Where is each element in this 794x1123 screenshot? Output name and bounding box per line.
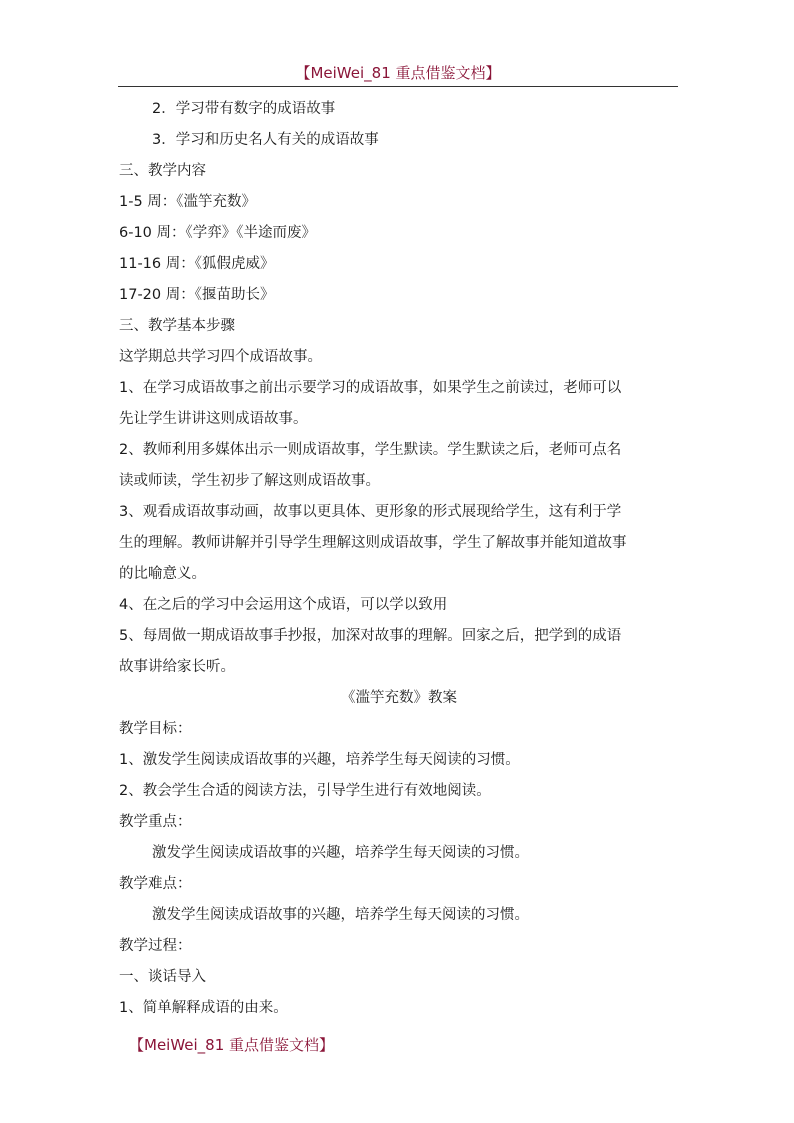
text-line: 2、教会学生合适的阅读方法，引导学生进行有效地阅读。 [119, 783, 491, 799]
text-line: 6-10 周：《学弈》《半途而废》 [119, 225, 317, 241]
text-line: 读或师读，学生初步了解这则成语故事。 [119, 473, 380, 489]
text-line: 教学重点： [119, 814, 192, 830]
text-line: 1、激发学生阅读成语故事的兴趣，培养学生每天阅读的习惯。 [119, 752, 520, 768]
text-line: 《滥竽充数》教案 [341, 690, 457, 706]
text-line: 先让学生讲讲这则成语故事。 [119, 411, 308, 427]
page-footer: 【MeiWei_81 重点借鉴文档】 [129, 1036, 335, 1054]
text-line: 三、教学基本步骤 [119, 318, 235, 334]
text-line: 教学难点： [119, 876, 192, 892]
text-line: 1-5 周：《滥竽充数》 [119, 194, 257, 210]
text-line: 生的理解。教师讲解并引导学生理解这则成语故事，学生了解故事并能知道故事 [119, 535, 627, 551]
header-rule [118, 86, 678, 87]
text-line: 激发学生阅读成语故事的兴趣，培养学生每天阅读的习惯。 [152, 845, 529, 861]
text-line: 的比喻意义。 [119, 566, 206, 582]
text-line: 1、在学习成语故事之前出示要学习的成语故事，如果学生之前读过，老师可以 [119, 380, 622, 396]
text-line: 17-20 周：《揠苗助长》 [119, 287, 275, 303]
text-line: 3、观看成语故事动画，故事以更具体、更形象的形式展现给学生，这有利于学 [119, 504, 622, 520]
text-line: 故事讲给家长听。 [119, 659, 235, 675]
document-body [119, 94, 679, 1024]
text-line: 2、教师利用多媒体出示一则成语故事，学生默读。学生默读之后，老师可点名 [119, 442, 622, 458]
text-line: 教学目标： [119, 721, 192, 737]
text-line: 激发学生阅读成语故事的兴趣，培养学生每天阅读的习惯。 [152, 907, 529, 923]
text-line: 3．学习和历史名人有关的成语故事 [152, 132, 379, 148]
text-line: 4、在之后的学习中会运用这个成语，可以学以致用 [119, 597, 448, 613]
text-line: 这学期总共学习四个成语故事。 [119, 349, 322, 365]
page-header: 【MeiWei_81 重点借鉴文档】 [295, 64, 501, 82]
text-line: 教学过程： [119, 938, 192, 954]
text-line: 1、简单解释成语的由来。 [119, 1000, 288, 1016]
text-line: 一、谈话导入 [119, 969, 206, 985]
text-line: 三、教学内容 [119, 163, 206, 179]
text-line: 5、每周做一期成语故事手抄报，加深对故事的理解。回家之后，把学到的成语 [119, 628, 622, 644]
text-line: 2．学习带有数字的成语故事 [152, 101, 336, 117]
text-line: 11-16 周：《狐假虎威》 [119, 256, 275, 272]
